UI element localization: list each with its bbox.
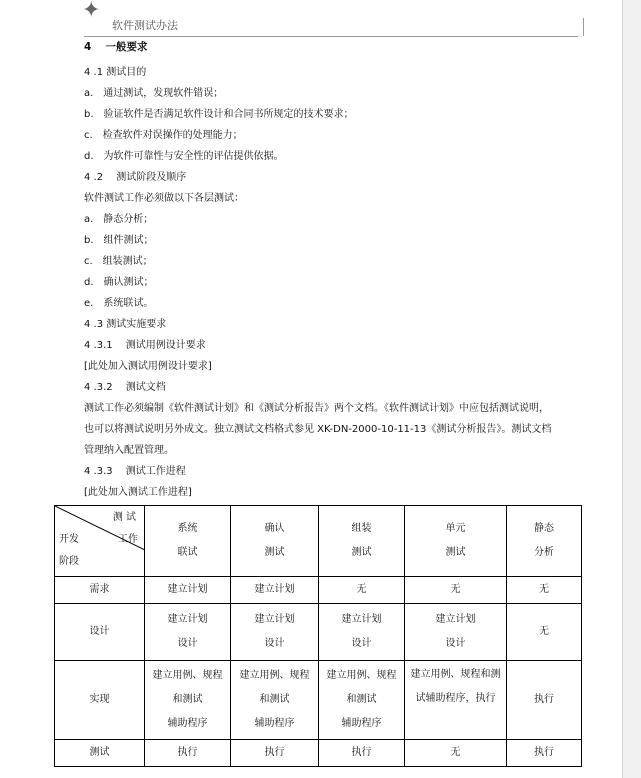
table-cell: 建立计划 设计 — [231, 604, 319, 661]
header-corner-mark — [583, 18, 584, 36]
section-4-1-title: 4 .1 测试目的 — [84, 67, 147, 78]
table-cell: 建立计划 — [145, 577, 231, 604]
table-row — [55, 661, 582, 740]
table-cell: 无 — [405, 577, 507, 604]
corner-work-label: 工作 — [118, 534, 138, 545]
corner-cell — [55, 506, 145, 577]
column-header: 静态 分析 — [507, 506, 582, 577]
table-cell: 执行 — [319, 740, 405, 767]
section-4-3-1-note: [此处加入测试用例设计要求] — [84, 361, 212, 372]
page-header — [84, 0, 578, 37]
table-cell: 建立用例、规程 和测试 辅助程序 — [319, 661, 405, 740]
table-cell: 建立用例、规程 和测试 辅助程序 — [145, 661, 231, 740]
table-row — [55, 577, 582, 604]
table-cell: 执行 — [507, 661, 582, 740]
table-cell: 建立计划 设计 — [145, 604, 231, 661]
table-cell: 无 — [405, 740, 507, 767]
table-cell: 建立计划 设计 — [319, 604, 405, 661]
table-header-row — [55, 506, 582, 577]
table-cell: 无 — [319, 577, 405, 604]
table-cell: 无 — [507, 577, 582, 604]
stage-cell: 实现 — [55, 661, 145, 740]
corner-dev-label: 开发 — [59, 534, 79, 545]
section-4-3-3-title: 4 .3.3 测试工作进程 — [84, 466, 186, 477]
corner-test-label: 测 试 — [112, 512, 136, 523]
table-cell: 执行 — [231, 740, 319, 767]
list-item: d. 为软件可靠性与安全性的评估提供依据。 — [84, 151, 284, 162]
table-cell: 建立用例、规程 和测试 辅助程序 — [231, 661, 319, 740]
table-cell: 无 — [507, 604, 582, 661]
list-item: c. 组装测试； — [84, 256, 153, 267]
list-item: e. 系统联试。 — [84, 298, 154, 309]
list-item: a. 通过测试，发现软件错误； — [84, 88, 224, 99]
star-logo-icon: ✦ — [82, 0, 101, 23]
table-row — [55, 604, 582, 661]
column-header: 组装 测试 — [319, 506, 405, 577]
stage-cell: 设计 — [55, 604, 145, 661]
paragraph-line: 测试工作必须编制《软件测试计划》和《测试分析报告》两个文档。《软件测试计划》中应包括测试说明， — [84, 403, 549, 414]
list-item: b. 组件测试； — [84, 235, 154, 246]
paragraph-line: 也可以将测试说明另外成文。独立测试文档格式参见 XK-DN-2000-10-11-13《测试分析报告》。测试文档 — [84, 424, 552, 435]
table-cell: 执行 — [145, 740, 231, 767]
stage-cell: 测试 — [55, 740, 145, 767]
section-4-2-intro: 软件测试工作必须做以下各层测试： — [84, 193, 244, 204]
document-body — [84, 36, 584, 503]
table-row — [55, 740, 582, 767]
column-header: 系统 联试 — [145, 506, 231, 577]
column-header: 单元 测试 — [405, 506, 507, 577]
paragraph-line: 管理纳入配置管理。 — [84, 445, 174, 456]
list-item: b. 验证软件是否满足软件设计和合同书所规定的技术要求； — [84, 109, 354, 120]
section-4-2-title: 4 .2 测试阶段及顺序 — [84, 172, 187, 183]
list-item: a. 静态分析； — [84, 214, 154, 225]
table-cell: 执行 — [507, 740, 582, 767]
header-title: 软件测试办法 — [112, 19, 178, 32]
section-heading: 4 一般要求 — [84, 41, 148, 53]
corner-stage-label: 阶段 — [59, 556, 79, 567]
column-header: 确认 测试 — [231, 506, 319, 577]
page-edge — [622, 0, 641, 778]
table-cell: 建立计划 设计 — [405, 604, 507, 661]
section-4-3-2-title: 4 .3.2 测试文档 — [84, 382, 166, 393]
section-4-3-3-note: [此处加入测试工作进程] — [84, 487, 192, 498]
stage-cell: 需求 — [55, 577, 145, 604]
table-cell: 建立用例、规程和测 试辅助程序，执行 — [405, 661, 507, 740]
list-item: d. 确认测试； — [84, 277, 154, 288]
section-4-3-1-title: 4 .3.1 测试用例设计要求 — [84, 340, 206, 351]
list-item: c. 检查软件对误操作的处理能力； — [84, 130, 243, 141]
test-process-table — [54, 505, 582, 767]
section-4-3-title: 4 .3 测试实施要求 — [84, 319, 167, 330]
table-cell: 建立计划 — [231, 577, 319, 604]
